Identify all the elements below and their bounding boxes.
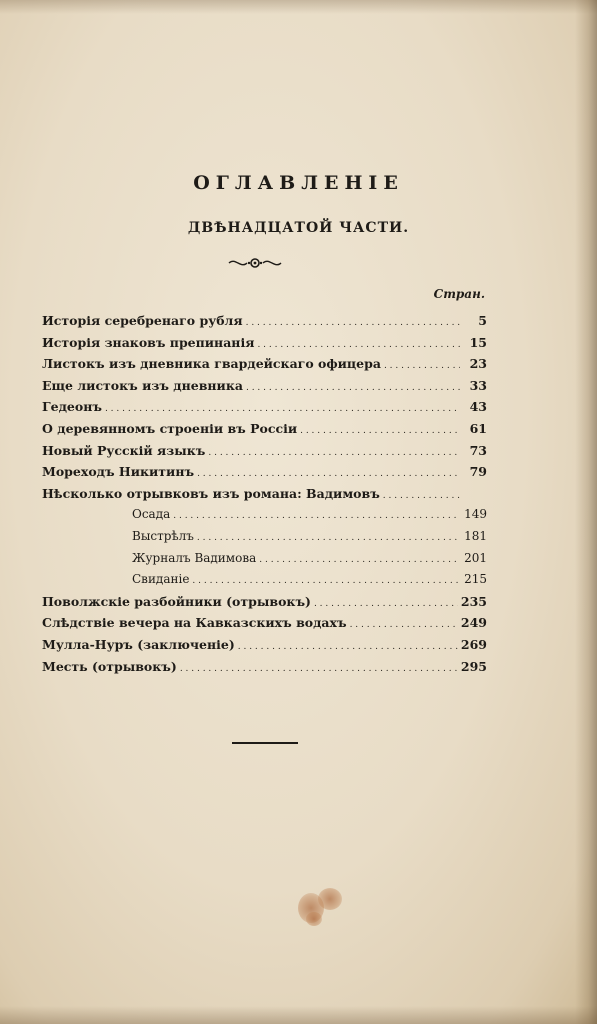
dot-leader: [314, 594, 458, 609]
page-column-label: Стран.: [433, 287, 485, 301]
toc-entry-title: Исторія знаковъ препинанія: [42, 334, 255, 350]
dot-leader: [180, 659, 458, 674]
toc-entry-page: 181: [464, 529, 487, 543]
toc-entry-page: 249: [460, 615, 487, 631]
closing-rule: [232, 742, 298, 744]
toc-entry-page: 23: [469, 356, 487, 372]
toc-entry-page: 215: [464, 572, 487, 587]
toc-entry: [132, 507, 487, 521]
page-title: ОГЛАВЛЕНІЕ: [193, 172, 404, 194]
toc-entry: [42, 637, 487, 652]
toc-entry-title: Осада: [132, 507, 171, 522]
toc-entry: [132, 529, 487, 543]
toc-entry: [42, 335, 487, 350]
toc-entry-page: 269: [460, 637, 487, 652]
toc-entry: [42, 421, 487, 436]
toc-entry: [42, 443, 487, 458]
toc-entry: [42, 313, 487, 328]
dot-leader: [384, 356, 460, 371]
toc-entry-title: Слѣдствіе вечера на Кавказскихъ водахъ: [42, 615, 347, 631]
dot-leader: [197, 464, 460, 479]
toc-entry: [42, 378, 487, 393]
toc-entry-title: Новый Русскій языкъ: [42, 442, 206, 458]
toc-entry-title: Свиданіе: [132, 572, 190, 587]
dot-leader: [259, 551, 460, 565]
toc-entry: [132, 572, 487, 586]
dot-leader: [208, 443, 460, 458]
toc-entry: [132, 551, 487, 565]
toc-entry-title: Листокъ изъ дневника гвардейскаго офицера: [42, 356, 381, 372]
toc-entry: [42, 615, 487, 630]
toc-entry-title: О деревянномъ строеніи въ Россіи: [42, 421, 298, 436]
dot-leader: [383, 486, 460, 501]
toc-entry-title: Месть (отрывокъ): [42, 658, 177, 674]
toc-entry: [42, 399, 487, 414]
dot-leader: [238, 637, 458, 652]
toc-entry-title: Поволжскіе разбойники (отрывокъ): [42, 593, 311, 609]
toc-entry: [42, 659, 487, 674]
dot-leader: [246, 313, 460, 328]
toc-entry-title: Еще листокъ изъ дневника: [42, 377, 243, 393]
ink-stain: [318, 888, 342, 910]
toc-entry-page: 61: [469, 421, 487, 436]
toc-entry-title: Гедеонъ: [42, 399, 102, 415]
toc-entry-page: 201: [464, 550, 487, 565]
toc-entry-page: 295: [460, 658, 487, 674]
toc-entry-title: Исторія серебренаго рубля: [42, 313, 243, 328]
dot-leader: [246, 378, 460, 393]
dot-leader: [192, 572, 460, 586]
toc-entry-title: Нѣсколько отрывковъ изъ романа: Вадимовъ: [42, 485, 380, 501]
toc-entry-page: 79: [469, 464, 487, 480]
toc-entry-page: 235: [460, 593, 487, 609]
dot-leader: [350, 615, 458, 630]
toc-entry-page: 5: [478, 313, 487, 328]
toc-entry: [42, 486, 487, 501]
dot-leader: [300, 421, 460, 436]
dot-leader: [197, 529, 460, 543]
ink-stain: [306, 912, 322, 926]
toc-entry-title: Мулла-Нуръ (заключеніе): [42, 637, 235, 652]
dot-leader: [105, 399, 460, 414]
toc-entry-page: 33: [469, 377, 487, 393]
toc-entry-title: Выстрѣлъ: [132, 529, 194, 543]
dot-leader: [257, 335, 460, 350]
toc-entry: [42, 356, 487, 371]
page-subtitle: ДВѢНАДЦАТОЙ ЧАСТИ.: [187, 220, 410, 236]
toc-entry-title: Журналъ Вадимова: [132, 550, 257, 565]
toc-entry-title: Мореходъ Никитинъ: [42, 464, 195, 480]
toc-entry-page: 15: [469, 334, 487, 350]
toc-entry-page: 149: [464, 507, 487, 522]
toc-entry-page: 73: [469, 442, 487, 458]
toc-entry-page: 43: [469, 399, 487, 415]
toc-entry: [42, 594, 487, 609]
dot-leader: [173, 507, 460, 521]
toc-entry: [42, 464, 487, 479]
